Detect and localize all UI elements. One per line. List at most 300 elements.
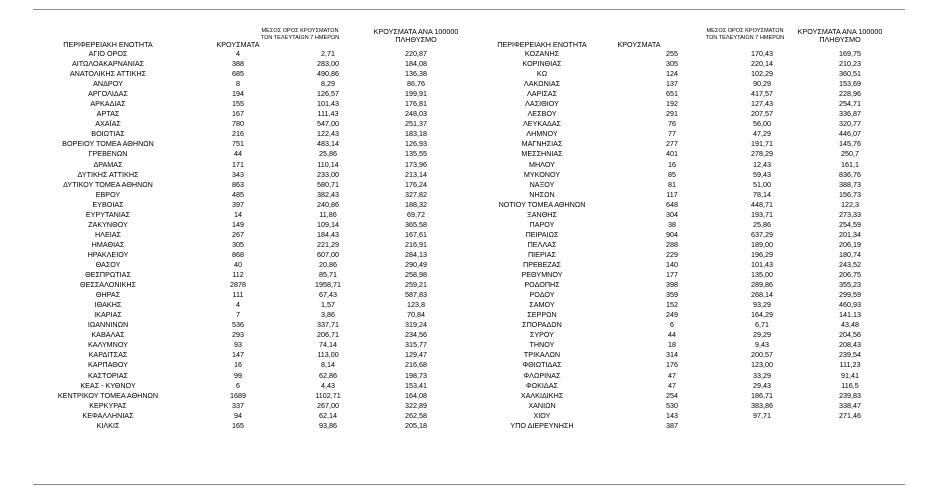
per100k-cell: 355,23 — [839, 280, 861, 290]
avg-cell: 220,14 — [751, 59, 773, 69]
region-cell: ΘΑΣΟΥ — [95, 259, 121, 269]
cases-cell: 868 — [232, 249, 244, 259]
cases-cell: 277 — [666, 139, 678, 149]
region-cell: ΘΕΣΠΡΩΤΙΑΣ — [85, 270, 131, 280]
region-cell: ΙΚΑΡΙΑΣ — [94, 310, 122, 320]
cases-cell: 7 — [236, 310, 240, 320]
cases-cell: 44 — [668, 330, 676, 340]
header-avg-line2: ΤΩΝ ΤΕΛΕΥΤΑΙΩΝ 7 ΗΜΕΡΩΝ — [260, 35, 340, 41]
cases-cell: 117 — [666, 189, 678, 199]
header-per100k-left — [373, 28, 459, 44]
avg-cell: 25,86 — [753, 219, 771, 229]
cases-cell: 388 — [232, 59, 244, 69]
region-cell: ΜΑΓΝΗΣΙΑΣ — [521, 139, 563, 149]
avg-cell: 74,14 — [319, 340, 337, 350]
header-avg-line1: ΜΕΣΟΣ ΟΡΟΣ ΚΡΟΥΣΜΑΤΩΝ — [706, 28, 784, 34]
per100k-cell: 587,83 — [405, 290, 427, 300]
header-region-left: ΠΕΡΙΦΕΡΕΙΑΚΗ ΕΝΟΤΗΤΑ — [63, 40, 153, 49]
region-cell: ΞΑΝΘΗΣ — [527, 209, 557, 219]
region-cell: ΧΑΛΚΙΔΙΚΗΣ — [520, 390, 564, 400]
avg-cell: 67,43 — [319, 290, 337, 300]
region-cell: ΚΟΖΑΝΗΣ — [524, 49, 560, 58]
region-cell: ΠΕΙΡΑΙΩΣ — [525, 229, 559, 239]
per100k-cell: 153,69 — [839, 79, 861, 89]
region-cell: ΑΓΙΟ ΟΡΟΣ — [88, 49, 128, 58]
per100k-cell: 198,73 — [405, 370, 427, 380]
region-cell: ΗΡΑΚΛΕΙΟΥ — [87, 249, 129, 259]
region-cell: ΠΡΕΒΕΖΑΣ — [523, 259, 561, 269]
region-cell: ΛΗΜΝΟΥ — [526, 129, 558, 139]
region-cell: ΚΑΡΔΙΤΣΑΣ — [88, 350, 128, 360]
region-cell: ΚΕΑΣ - ΚΥΘΝΟΥ — [80, 380, 136, 390]
region-cell: ΙΘΑΚΗΣ — [94, 300, 122, 310]
region-cell: ΝΑΞΟΥ — [529, 179, 555, 189]
header-per100k-line2: ΠΛΗΘΥΣΜΟ — [395, 35, 437, 44]
per100k-cell: 135,55 — [405, 149, 427, 159]
region-cell: ΘΕΣΣΑΛΟΝΙΚΗΣ — [80, 280, 136, 290]
avg-cell: 189,00 — [751, 239, 773, 249]
avg-cell: 93,86 — [319, 420, 337, 430]
per100k-cell: 446,07 — [839, 129, 861, 139]
cases-cell: 343 — [232, 169, 244, 179]
cases-cell: 904 — [666, 229, 678, 239]
region-cell: ΝΗΣΩΝ — [529, 189, 555, 199]
region-cell: ΣΑΜΟΥ — [529, 300, 555, 310]
cases-cell: 291 — [666, 109, 678, 119]
avg-cell: 547,00 — [317, 119, 339, 129]
region-cell: ΥΠΟ ΔΙΕΡΕΥΝΗΣΗ — [510, 420, 574, 430]
avg-cell: 8,29 — [321, 79, 335, 89]
per100k-cell: 262,58 — [405, 410, 427, 420]
bottom-rule — [33, 484, 905, 485]
avg-cell: 127,43 — [751, 99, 773, 109]
per100k-cell: 188,32 — [405, 199, 427, 209]
avg-cell: 62,86 — [319, 370, 337, 380]
per100k-cell: 86,76 — [407, 79, 425, 89]
avg-cell: 170,43 — [751, 49, 773, 58]
cases-cell: 77 — [668, 129, 676, 139]
region-cell: ΜΥΚΟΝΟΥ — [523, 169, 561, 179]
avg-cell: 448,71 — [751, 199, 773, 209]
per100k-cell: 254,71 — [839, 99, 861, 109]
per100k-cell: 141,13 — [839, 310, 861, 320]
per100k-cell: 164,08 — [405, 390, 427, 400]
per100k-cell: 208,43 — [839, 340, 861, 350]
per100k-cell: 290,49 — [405, 259, 427, 269]
cases-cell: 536 — [232, 320, 244, 330]
cases-cell: 192 — [666, 99, 678, 109]
avg-cell: 111,43 — [317, 109, 339, 119]
avg-cell: 3,86 — [321, 310, 335, 320]
cases-cell: 194 — [232, 89, 244, 99]
avg-cell: 164,29 — [751, 310, 773, 320]
per100k-cell: 126,93 — [405, 139, 427, 149]
per100k-cell: 201,34 — [839, 229, 861, 239]
avg-cell: 85,71 — [319, 270, 337, 280]
cases-cell: 651 — [666, 89, 678, 99]
avg-cell: 382,43 — [317, 189, 339, 199]
region-cell: ΤΡΙΚΑΛΩΝ — [523, 350, 561, 360]
cases-cell: 305 — [232, 239, 244, 249]
per100k-cell: 169,75 — [839, 49, 861, 58]
region-cell: ΦΛΩΡΙΝΑΣ — [523, 370, 561, 380]
avg-cell: 33,29 — [753, 370, 771, 380]
cases-cell: 14 — [234, 209, 242, 219]
per100k-cell: 315,77 — [405, 340, 427, 350]
avg-cell: 11,86 — [319, 209, 337, 219]
cases-cell: 401 — [666, 149, 678, 159]
region-cell: ΚΑΣΤΟΡΙΑΣ — [88, 370, 128, 380]
avg-cell: 126,57 — [317, 89, 339, 99]
avg-cell: 4,43 — [321, 380, 335, 390]
per100k-cell: 319,24 — [405, 320, 427, 330]
avg-cell: 207,57 — [751, 109, 773, 119]
per100k-cell: 336,87 — [839, 109, 861, 119]
per100k-cell: 213,14 — [405, 169, 427, 179]
cases-cell: 359 — [666, 290, 678, 300]
avg-cell: 47,29 — [753, 129, 771, 139]
avg-cell: 97,71 — [753, 410, 771, 420]
per100k-cell: 153,41 — [405, 380, 427, 390]
avg-cell: 637,29 — [751, 229, 773, 239]
cases-cell: 229 — [666, 249, 678, 259]
per100k-cell: 836,76 — [839, 169, 861, 179]
cases-cell: 137 — [666, 79, 678, 89]
avg-cell: 490,86 — [317, 69, 339, 79]
per100k-cell: 327,82 — [405, 189, 427, 199]
avg-cell: 101,43 — [317, 99, 339, 109]
cases-cell: 255 — [666, 49, 678, 58]
cases-cell: 112 — [232, 270, 244, 280]
region-cell: ΛΑΡΙΣΑΣ — [526, 89, 558, 99]
cases-cell: 124 — [666, 69, 678, 79]
per100k-cell: 205,18 — [405, 420, 427, 430]
header-per100k-line2: ΠΛΗΘΥΣΜΟ — [819, 35, 861, 44]
cases-cell: 398 — [666, 280, 678, 290]
avg-cell: 2,71 — [321, 49, 335, 58]
region-cell: ΚΕΝΤΡΙΚΟΥ ΤΟΜΕΑ ΑΘΗΝΩΝ — [57, 390, 159, 400]
avg-cell: 29,29 — [753, 330, 771, 340]
per100k-cell: 180,74 — [839, 249, 861, 259]
avg-cell: 580,71 — [317, 179, 339, 189]
cases-cell: 863 — [232, 179, 244, 189]
region-cell: ΓΡΕΒΕΝΩΝ — [88, 149, 128, 159]
per100k-cell: 365,58 — [405, 219, 427, 229]
avg-cell: 278,29 — [751, 149, 773, 159]
avg-cell: 267,00 — [317, 400, 339, 410]
per100k-cell: 167,61 — [405, 229, 427, 239]
region-cell: ΛΑΚΩΝΙΑΣ — [523, 79, 561, 89]
cases-cell: 485 — [232, 189, 244, 199]
per100k-cell: 69,72 — [407, 209, 425, 219]
avg-cell: 12,43 — [753, 159, 771, 169]
cases-cell: 76 — [668, 119, 676, 129]
region-cell: ΗΛΕΙΑΣ — [94, 229, 122, 239]
region-cell: ΝΟΤΙΟΥ ΤΟΜΕΑ ΑΘΗΝΩΝ — [498, 199, 586, 209]
per100k-cell: 156,73 — [839, 189, 861, 199]
cases-cell: 111 — [232, 290, 244, 300]
cases-cell: 685 — [232, 69, 244, 79]
avg-cell: 56,00 — [753, 119, 771, 129]
region-cell: ΒΟΙΩΤΙΑΣ — [91, 129, 125, 139]
cases-cell: 47 — [668, 370, 676, 380]
region-cell: ΒΟΡΕΙΟΥ ΤΟΜΕΑ ΑΘΗΝΩΝ — [62, 139, 154, 149]
avg-cell: 1958,71 — [315, 280, 341, 290]
region-cell: ΑΡΤΑΣ — [96, 109, 120, 119]
avg-cell: 1,57 — [321, 300, 335, 310]
region-cell: ΚΕΦΑΛΛΗΝΙΑΣ — [82, 410, 134, 420]
cases-cell: 6 — [670, 320, 674, 330]
per100k-cell: 259,21 — [405, 280, 427, 290]
region-cell: ΛΑΣΙΘΙΟΥ — [525, 99, 559, 109]
per100k-cell: 184,08 — [405, 59, 427, 69]
region-cell: ΣΥΡΟΥ — [529, 330, 555, 340]
per100k-cell: 145,76 — [839, 139, 861, 149]
region-cell: ΦΩΚΙΔΑΣ — [526, 380, 558, 390]
cases-cell: 397 — [232, 199, 244, 209]
region-cell: ΡΟΔΟΥ — [529, 290, 555, 300]
region-cell: ΠΕΛΛΑΣ — [527, 239, 557, 249]
avg-cell: 20,86 — [319, 259, 337, 269]
region-cell: ΠΑΡΟΥ — [529, 219, 555, 229]
avg-cell: 193,71 — [751, 209, 773, 219]
header-avg-line1: ΜΕΣΟΣ ΟΡΟΣ ΚΡΟΥΣΜΑΤΩΝ — [261, 28, 339, 34]
avg-cell: 62,14 — [319, 410, 337, 420]
cases-cell: 16 — [668, 159, 676, 169]
per100k-cell: 284,13 — [405, 249, 427, 259]
region-cell: ΑΝΔΡΟΥ — [93, 79, 123, 89]
per100k-cell: 199,91 — [405, 89, 427, 99]
per100k-cell: 129,47 — [405, 350, 427, 360]
region-cell: ΕΥΡΥΤΑΝΙΑΣ — [85, 209, 131, 219]
per100k-cell: 43,48 — [841, 320, 859, 330]
cases-cell: 387 — [666, 420, 678, 430]
per100k-cell: 228,96 — [839, 89, 861, 99]
region-cell: ΡΕΘΥΜΝΟΥ — [521, 270, 563, 280]
cases-cell: 4 — [236, 300, 240, 310]
region-cell: ΦΘΙΩΤΙΔΑΣ — [522, 360, 562, 370]
avg-cell: 221,29 — [317, 239, 339, 249]
region-cell: ΑΡΚΑΔΙΑΣ — [90, 99, 126, 109]
cases-cell: 249 — [666, 310, 678, 320]
avg-cell: 25,86 — [319, 149, 337, 159]
region-cell: ΑΙΤΩΛΟΑΚΑΡΝΑΝΙΑΣ — [71, 59, 145, 69]
cases-cell: 4 — [236, 49, 240, 58]
avg-cell: 59,43 — [753, 169, 771, 179]
region-cell: ΚΑΒΑΛΑΣ — [91, 330, 125, 340]
region-cell: ΧΑΝΙΩΝ — [528, 400, 556, 410]
region-cell: ΛΕΣΒΟΥ — [527, 109, 557, 119]
per100k-cell: 123,8 — [407, 300, 425, 310]
per100k-cell: 136,38 — [405, 69, 427, 79]
cases-cell: 1689 — [230, 390, 246, 400]
cases-cell: 165 — [232, 420, 244, 430]
per100k-cell: 216,91 — [405, 239, 427, 249]
region-cell: ΘΗΡΑΣ — [95, 290, 121, 300]
cases-cell: 314 — [666, 350, 678, 360]
avg-cell: 206,71 — [317, 330, 339, 340]
per100k-cell: 248,03 — [405, 109, 427, 119]
region-cell: ΑΡΓΟΛΙΔΑΣ — [88, 89, 128, 99]
top-rule — [33, 9, 905, 10]
cases-cell: 99 — [234, 370, 242, 380]
avg-cell: 1102,71 — [315, 390, 341, 400]
header-region-right: ΠΕΡΙΦΕΡΕΙΑΚΗ ΕΝΟΤΗΤΑ — [497, 40, 587, 49]
per100k-cell: 251,37 — [405, 119, 427, 129]
avg-cell: 289,86 — [751, 280, 773, 290]
per100k-cell: 299,59 — [839, 290, 861, 300]
avg-cell: 233,00 — [317, 169, 339, 179]
header-cases-right: ΚΡΟΥΣΜΑΤΑ — [617, 40, 661, 49]
region-cell: ΜΕΣΣΗΝΙΑΣ — [521, 149, 563, 159]
per100k-cell: 70,84 — [407, 310, 425, 320]
cases-cell: 147 — [232, 350, 244, 360]
cases-cell: 18 — [668, 340, 676, 350]
per100k-cell: 176,81 — [405, 99, 427, 109]
region-cell: ΕΒΡΟΥ — [95, 189, 121, 199]
avg-cell: 417,57 — [751, 89, 773, 99]
per100k-cell: 388,73 — [839, 179, 861, 189]
cases-cell: 176 — [666, 360, 678, 370]
per100k-cell: 116,5 — [841, 380, 859, 390]
avg-cell: 268,14 — [751, 290, 773, 300]
avg-cell: 123,00 — [751, 360, 773, 370]
region-cell: ΠΙΕΡΙΑΣ — [527, 249, 556, 259]
per100k-cell: 161,1 — [841, 159, 859, 169]
avg-cell: 109,14 — [317, 219, 339, 229]
region-cell: ΚΑΛΥΜΝΟΥ — [88, 340, 128, 350]
avg-cell: 383,86 — [751, 400, 773, 410]
region-cell: ΣΕΡΡΩΝ — [527, 310, 557, 320]
region-cell: ΚΟΡΙΝΘΙΑΣ — [522, 59, 562, 69]
avg-cell: 122,43 — [317, 129, 339, 139]
avg-cell: 607,00 — [317, 249, 339, 259]
per100k-cell: 273,33 — [839, 209, 861, 219]
cases-cell: 47 — [668, 380, 676, 390]
cases-cell: 751 — [232, 139, 244, 149]
header-per100k-right — [797, 28, 883, 44]
cases-cell: 2878 — [230, 280, 246, 290]
cases-cell: 293 — [232, 330, 244, 340]
cases-cell: 305 — [666, 59, 678, 69]
avg-cell: 101,43 — [751, 259, 773, 269]
per100k-cell: 210,23 — [839, 59, 861, 69]
header-per100k-line1: ΚΡΟΥΣΜΑΤΑ ΑΝΑ 100000 — [373, 27, 459, 36]
avg-cell: 6,71 — [755, 320, 769, 330]
cases-cell: 38 — [668, 219, 676, 229]
per100k-cell: 204,56 — [839, 330, 861, 340]
region-cell: ΕΥΒΟΙΑΣ — [92, 199, 124, 209]
per100k-cell: 216,68 — [405, 360, 427, 370]
avg-cell: 200,57 — [751, 350, 773, 360]
cases-cell: 337 — [232, 400, 244, 410]
per100k-cell: 258,98 — [405, 270, 427, 280]
cases-cell: 16 — [234, 360, 242, 370]
cases-cell: 304 — [666, 209, 678, 219]
region-cell: ΛΕΥΚΑΔΑΣ — [522, 119, 561, 129]
per100k-cell: 243,52 — [839, 259, 861, 269]
cases-cell: 143 — [666, 410, 678, 420]
per100k-cell: 206,19 — [839, 239, 861, 249]
per100k-cell: 176,24 — [405, 179, 427, 189]
cases-cell: 780 — [232, 119, 244, 129]
avg-cell: 184,43 — [317, 229, 339, 239]
cases-cell: 140 — [666, 259, 678, 269]
per100k-cell: 254,59 — [839, 219, 861, 229]
avg-cell: 78,14 — [753, 189, 771, 199]
region-cell: ΚΕΡΚΥΡΑΣ — [89, 400, 127, 410]
per100k-cell: 360,51 — [839, 69, 861, 79]
header-cases-left: ΚΡΟΥΣΜΑΤΑ — [216, 40, 260, 49]
avg-cell: 102,29 — [751, 69, 773, 79]
region-cell: ΡΟΔΟΠΗΣ — [524, 280, 560, 290]
avg-cell: 9,43 — [755, 340, 769, 350]
avg-cell: 196,29 — [751, 249, 773, 259]
cases-cell: 216 — [232, 129, 244, 139]
avg-cell: 113,00 — [317, 350, 339, 360]
header-avg-right — [703, 28, 787, 42]
per100k-cell: 91,41 — [841, 370, 859, 380]
cases-cell: 177 — [666, 270, 678, 280]
region-cell: ΚΙΛΚΙΣ — [96, 420, 120, 430]
header-avg-line2: ΤΩΝ ΤΕΛΕΥΤΑΙΩΝ 7 ΗΜΕΡΩΝ — [705, 35, 785, 41]
avg-cell: 90,29 — [753, 79, 771, 89]
cases-cell: 149 — [232, 219, 244, 229]
region-cell: ΖΑΚΥΝΘΟΥ — [88, 219, 128, 229]
cases-cell: 254 — [666, 390, 678, 400]
region-cell: ΧΙΟΥ — [533, 410, 551, 420]
per100k-cell: 320,77 — [839, 119, 861, 129]
cases-cell: 171 — [232, 159, 244, 169]
avg-cell: 186,71 — [751, 390, 773, 400]
avg-cell: 135,00 — [751, 270, 773, 280]
avg-cell: 191,71 — [751, 139, 773, 149]
per100k-cell: 338,47 — [839, 400, 861, 410]
cases-cell: 152 — [666, 300, 678, 310]
region-cell: ΙΩΑΝΝΙΝΩΝ — [87, 320, 129, 330]
region-cell: ΔΥΤΙΚΗΣ ΑΤΤΙΚΗΣ — [77, 169, 139, 179]
header-avg-left — [258, 28, 342, 42]
per100k-cell: 234,56 — [405, 330, 427, 340]
per100k-cell: 111,23 — [839, 360, 861, 370]
cases-cell: 288 — [666, 239, 678, 249]
per100k-cell: 183,18 — [405, 129, 427, 139]
per100k-cell: 239,83 — [839, 390, 861, 400]
region-cell: ΑΝΑΤΟΛΙΚΗΣ ΑΤΤΙΚΗΣ — [69, 69, 147, 79]
avg-cell: 283,00 — [317, 59, 339, 69]
avg-cell: 483,14 — [317, 139, 339, 149]
header-per100k-line1: ΚΡΟΥΣΜΑΤΑ ΑΝΑ 100000 — [797, 27, 883, 36]
avg-cell: 93,29 — [753, 300, 771, 310]
per100k-cell: 206,75 — [839, 270, 861, 280]
per100k-cell: 460,93 — [839, 300, 861, 310]
per100k-cell: 271,46 — [839, 410, 861, 420]
cases-cell: 267 — [232, 229, 244, 239]
region-cell: ΚΑΡΠΑΘΟΥ — [88, 360, 128, 370]
cases-cell: 93 — [234, 340, 242, 350]
region-cell: ΗΜΑΘΙΑΣ — [91, 239, 125, 249]
per100k-cell: 239,54 — [839, 350, 861, 360]
cases-cell: 44 — [234, 149, 242, 159]
region-cell: ΜΗΛΟΥ — [529, 159, 555, 169]
cases-cell: 530 — [666, 400, 678, 410]
region-cell: ΔΥΤΙΚΟΥ ΤΟΜΕΑ ΑΘΗΝΩΝ — [63, 179, 153, 189]
cases-cell: 167 — [232, 109, 244, 119]
per100k-cell: 173,96 — [405, 159, 427, 169]
region-cell: ΔΡΑΜΑΣ — [93, 159, 123, 169]
cases-cell: 81 — [668, 179, 676, 189]
per100k-cell: 122,3 — [841, 199, 859, 209]
